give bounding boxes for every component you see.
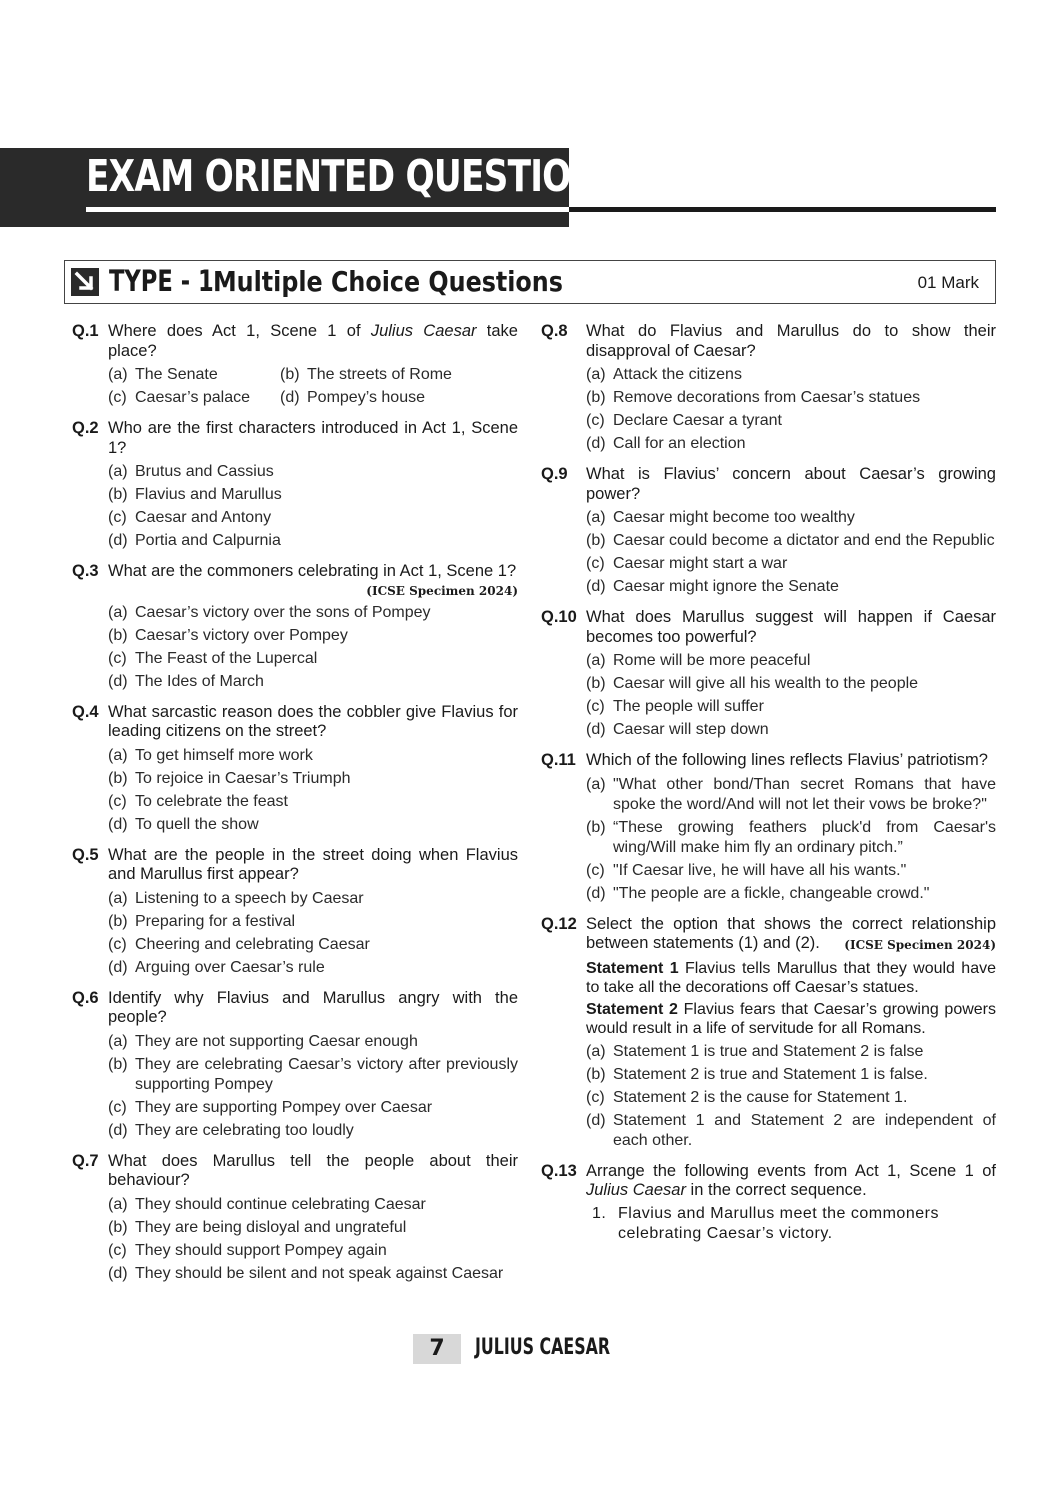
question-number: Q.1 xyxy=(72,322,99,340)
option: (d) Pompey’s house xyxy=(280,389,425,406)
page-number: 7 xyxy=(429,1336,445,1361)
question-text: What are the commoners celebrating in Act 1, Scene 1? (ICSE Specimen 2024) xyxy=(108,562,518,598)
question-number: Q.11 xyxy=(541,751,576,769)
option: (b) They are being disloyal and ungrateful xyxy=(108,1218,407,1236)
option-list xyxy=(108,602,518,694)
option: (a) To get himself more work xyxy=(108,746,313,764)
option: (a) "What other bond/Than secret Romans that have spoke the word/And will not let their vows be broke?" xyxy=(586,775,996,813)
option: (d) They are celebrating too loudly xyxy=(108,1121,354,1139)
option: (a) Listening to a speech by Caesar xyxy=(108,889,364,907)
question-number: Q.9 xyxy=(541,465,568,483)
option: (b) To rejoice in Caesar’s Triumph xyxy=(108,769,351,787)
question xyxy=(72,322,518,410)
option: (d) "The people are a fickle, changeable crowd." xyxy=(586,884,930,902)
section-type-label: TYPE - 1 xyxy=(109,264,214,298)
option-list xyxy=(108,745,518,837)
option: (a) Attack the citizens xyxy=(586,366,742,383)
option: (a) They should continue celebrating Caesar xyxy=(108,1195,426,1213)
option-list xyxy=(586,959,996,1153)
question-text: Which of the following lines reflects Flavius’ patriotism? xyxy=(586,751,988,769)
statement-1: Statement 1 Flavius tells Marullus that they would have to take all the decorations off Caesar’s statues. xyxy=(586,959,996,996)
statement-2: Statement 2 Flavius fears that Caesar’s growing powers would result in a life of servitude for all Romans. xyxy=(586,1000,996,1037)
option: (c) Caesar and Antony xyxy=(108,509,272,526)
option: (b) Caesar will give all his wealth to the people xyxy=(586,675,919,692)
question xyxy=(541,915,996,1153)
question-text: What does Marullus suggest will happen if Caesar becomes too powerful? xyxy=(586,608,996,646)
option: (d) Statement 1 and Statement 2 are independent of each other. xyxy=(586,1111,996,1149)
option: (c) The people will suffer xyxy=(586,698,764,715)
option: (a) They are not supporting Caesar enough xyxy=(108,1032,418,1050)
question-text: Where does Act 1, Scene 1 of Julius Caesar take place? xyxy=(108,322,518,360)
question-text: What do Flavius and Marullus do to show their disapproval of Caesar? xyxy=(586,322,996,360)
option: (b) “These growing feathers pluck'd from Caesar's wing/Will make him fly an ordinary pitch.” xyxy=(586,818,996,856)
marks-label: 01 Mark xyxy=(917,273,979,292)
sequence-item: 1. Flavius and Marullus meet the commoners celebrating Caesar’s victory. xyxy=(592,1204,939,1242)
option: (b) Statement 2 is true and Statement 1 is false. xyxy=(586,1065,928,1083)
question xyxy=(541,1162,996,1244)
option-list xyxy=(586,364,996,456)
option-list xyxy=(108,1031,518,1143)
option: (c) They should support Pompey again xyxy=(108,1241,387,1259)
source-tag: (ICSE Specimen 2024) xyxy=(366,583,518,598)
question xyxy=(541,322,996,456)
question-number: Q.13 xyxy=(541,1161,577,1180)
question xyxy=(72,419,518,553)
option: (c) They are supporting Pompey over Caesar xyxy=(108,1098,433,1116)
section-title: Multiple Choice Questions xyxy=(213,265,563,298)
option-list xyxy=(108,364,518,410)
option: (a) Statement 1 is true and Statement 2 is false xyxy=(586,1042,924,1060)
question-text: What is Flavius’ concern about Caesar’s growing power? xyxy=(586,465,996,503)
question-number: Q.8 xyxy=(541,322,568,340)
option: (b) Remove decorations from Caesar’s statues xyxy=(586,389,921,406)
option: (d) They should be silent and not speak against Caesar xyxy=(108,1264,504,1282)
option-list xyxy=(108,461,518,553)
question-number: Q.5 xyxy=(72,845,99,864)
option: (c) Caesar’s palace xyxy=(108,389,251,406)
option: (b) Caesar could become a dictator and end the Republic xyxy=(586,532,995,549)
section-header xyxy=(64,260,996,304)
question-text: What sarcastic reason does the cobbler give Flavius for leading citizens on the street? xyxy=(108,702,518,740)
question-number: Q.7 xyxy=(72,1151,99,1170)
option: (d) To quell the show xyxy=(108,815,259,833)
option-list xyxy=(586,507,996,599)
option: (c) "If Caesar live, he will have all his wants." xyxy=(586,861,907,879)
option: (a) Rome will be more peaceful xyxy=(586,652,811,669)
option: (c) Declare Caesar a tyrant xyxy=(586,412,782,429)
option: (b) Flavius and Marullus xyxy=(108,486,282,503)
option: (b) They are celebrating Caesar’s victory after previously supporting Pompey xyxy=(108,1055,518,1093)
option: (d) Arguing over Caesar’s rule xyxy=(108,958,325,976)
question-number: Q.6 xyxy=(72,988,99,1007)
question xyxy=(72,989,518,1143)
option: (d) Portia and Calpurnia xyxy=(108,532,281,549)
title-rule-highlight xyxy=(86,207,569,212)
page-title: EXAM ORIENTED QUESTIONS xyxy=(86,151,623,202)
option: (c) To celebrate the feast xyxy=(108,792,288,810)
option: (d) Caesar will step down xyxy=(586,721,769,738)
question-text: Identify why Flavius and Marullus angry with the people? xyxy=(108,988,518,1026)
question xyxy=(541,751,996,906)
option: (a) The Senate xyxy=(108,366,218,383)
option-list xyxy=(586,774,996,906)
source-tag: (ICSE Specimen 2024) xyxy=(844,938,996,952)
option: (d) Call for an election xyxy=(586,435,746,452)
option-list xyxy=(108,888,518,980)
question xyxy=(541,465,996,599)
option: (b) Caesar’s victory over Pompey xyxy=(108,626,348,644)
question-number: Q.2 xyxy=(72,419,99,437)
option: (d) Caesar might ignore the Senate xyxy=(586,578,839,595)
option: (c) Statement 2 is the cause for Statement 1. xyxy=(586,1088,908,1106)
option: (a) Caesar might become too wealthy xyxy=(586,509,855,526)
question-text: What does Marullus tell the people about their behaviour? xyxy=(108,1151,518,1189)
footer-title: JULIUS CAESAR xyxy=(475,1335,611,1360)
question-text: What are the people in the street doing when Flavius and Marullus first appear? xyxy=(108,845,518,883)
option: (b) Preparing for a festival xyxy=(108,912,296,930)
left-column xyxy=(72,322,518,1295)
question xyxy=(72,846,518,980)
option: (a) Caesar’s victory over the sons of Pompey xyxy=(108,603,431,621)
right-column xyxy=(541,322,996,1253)
question-number: Q.3 xyxy=(72,562,99,580)
option: (a) Brutus and Cassius xyxy=(108,463,274,480)
option-list xyxy=(108,1194,518,1286)
option: (b) The streets of Rome xyxy=(280,366,452,383)
sequence-list xyxy=(586,1204,996,1244)
question xyxy=(72,562,518,694)
option: (d) The Ides of March xyxy=(108,672,264,690)
option: (c) Cheering and celebrating Caesar xyxy=(108,935,370,953)
option-list xyxy=(586,650,996,742)
question xyxy=(72,1152,518,1286)
question xyxy=(72,703,518,837)
question-text: Who are the first characters introduced in Act 1, Scene 1? xyxy=(108,419,518,457)
arrow-down-right-icon xyxy=(71,268,99,296)
question-number: Q.10 xyxy=(541,608,577,626)
question xyxy=(541,608,996,742)
question-text: Select the option that shows the correct relationship between statements (1) and (2). (ICSE Specimen 2024) xyxy=(586,915,996,956)
question-number: Q.12 xyxy=(541,914,577,933)
question-text: Arrange the following events from Act 1, Scene 1 of Julius Caesar in the correct sequence. xyxy=(586,1161,996,1199)
option: (c) Caesar might start a war xyxy=(586,555,788,572)
option: (c) The Feast of the Lupercal xyxy=(108,649,318,667)
question-number: Q.4 xyxy=(72,702,99,721)
